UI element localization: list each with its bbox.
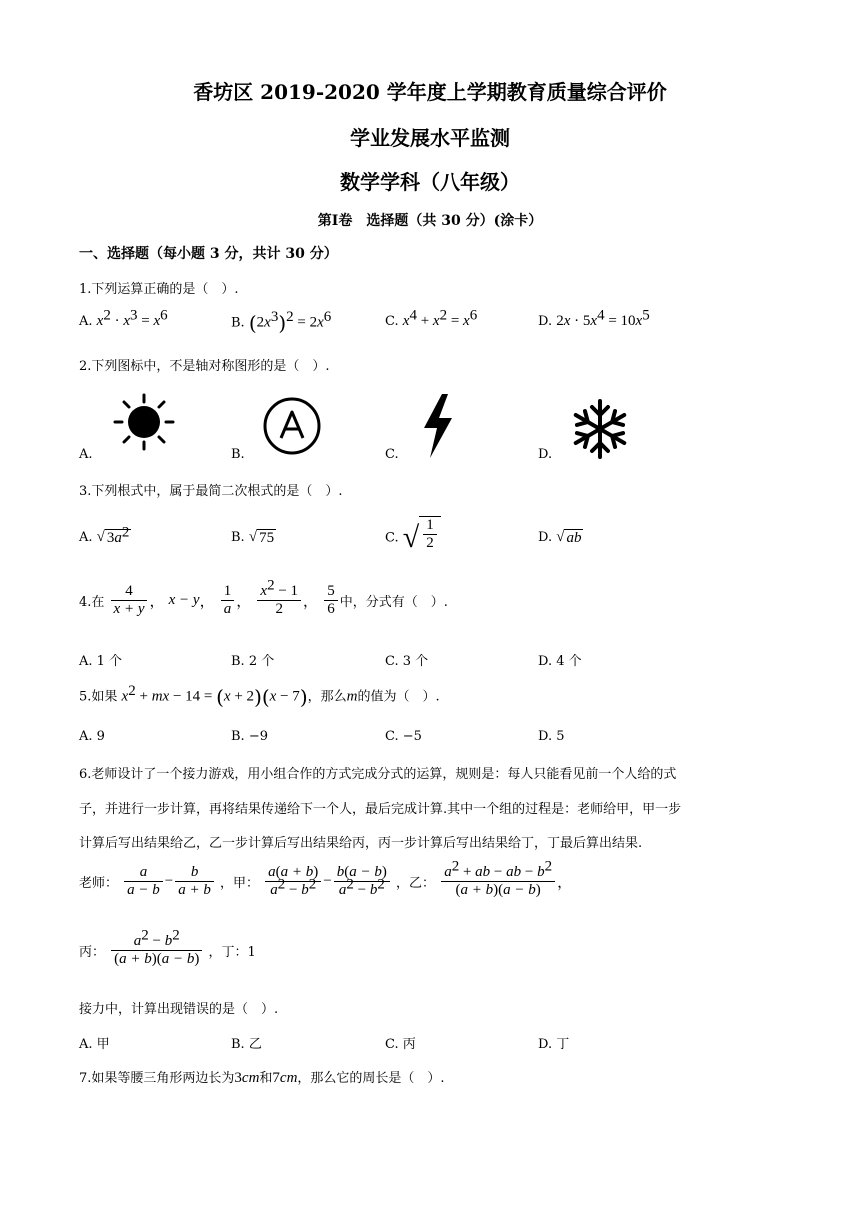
yi-label: ，乙： <box>396 876 436 891</box>
q3-option-b: B. √ 75 <box>231 529 275 546</box>
question-5-stem: 5.如果 $x^2$ + mx − 14 = (x + 2)(x − 7)，那么m的值为（ ）. <box>79 683 440 709</box>
stem-mid: 和 <box>259 1071 273 1086</box>
q5-option-c: C. −5 <box>385 729 422 744</box>
letter-a-circle-icon <box>260 397 324 455</box>
question-6-question: 接力中，计算出现错误的是（ ）. <box>79 1002 279 1017</box>
q6-option-b: B. 乙 <box>231 1037 262 1052</box>
ding-label: ，丁：1 <box>208 945 256 960</box>
jia-label: ，甲： <box>220 876 260 891</box>
q4-option-b: B. 2 个 <box>231 654 275 669</box>
q5-option-a: A. 9 <box>79 729 105 744</box>
q2-option-a-label: A. <box>79 447 93 462</box>
q5-option-b: B. −9 <box>231 729 268 744</box>
lightning-icon <box>418 392 458 460</box>
stem-suffix: ，那么它的周长是（ ）. <box>297 1071 445 1086</box>
q3-option-c: C. √ $\frac{1}{2}$ <box>385 516 441 560</box>
q4-option-c: C. 3 个 <box>385 654 429 669</box>
sun-icon <box>110 392 178 452</box>
teacher-label: 老师： <box>79 876 119 891</box>
q6-option-d: D. 丁 <box>538 1037 570 1052</box>
option-label: B. <box>231 315 245 331</box>
exam-subtitle: 学业发展水平监测 <box>350 126 510 150</box>
question-6-line-3: 计算后写出结果给乙，乙一步计算后写出结果给丙，丙一步计算后写出结果给丁，丁最后算出结果. <box>79 836 643 851</box>
question-4-stem: 4.在 $\frac{4}{x + y}$ ， x − y， $\frac{1}{a}$ ， $\frac{x^2 - 1}{2}$ ， $\frac{5}{6}$ 中，分式有（ ）. <box>79 577 448 617</box>
stem-prefix: 4.在 <box>79 595 105 610</box>
bing-label: 丙： <box>79 945 106 960</box>
option-label: D. <box>538 530 553 545</box>
snowflake-icon <box>568 397 632 461</box>
section-heading: 一、选择题（每小题 3 分，共计 30 分） <box>79 246 338 262</box>
q1-option-a: A. $x^2 \cdot x^3 = x^6$ <box>79 307 168 329</box>
q1-option-d: D. $2x \cdot 5x^4 = 10x^5$ <box>538 307 650 329</box>
stem-prefix: 7.如果等腰三角形两边长为 <box>79 1071 235 1086</box>
stem-mid: ，那么 <box>307 689 347 705</box>
q1-option-c: C. $x^4 + x^2 = x^6$ <box>385 307 478 329</box>
q3-option-a: A. √ $3a^2$ <box>79 524 130 546</box>
q4-option-a: A. 1 个 <box>79 654 123 669</box>
volume-heading: 第Ⅰ卷 选择题（共 30 分）(涂卡） <box>317 213 543 229</box>
option-label: C. <box>385 314 399 329</box>
q2-option-c-label: C. <box>385 447 399 462</box>
option-label: B. <box>231 530 245 545</box>
question-2-stem: 2.下列图标中，不是轴对称图形的是（ ）. <box>79 359 330 374</box>
option-label: C. <box>385 530 399 546</box>
q2-option-b-label: B. <box>231 447 245 462</box>
question-1-stem: 1.下列运算正确的是（ ）. <box>79 282 239 297</box>
question-6-line-1: 6.老师设计了一个接力游戏，用小组合作的方式完成分式的运算，规则是：每人只能看见前一个人给的式 <box>79 767 677 782</box>
question-6-line-2: 子，并进行一步计算，再将结果传递给下一个人，最后完成计算.其中一个组的过程是：老师给甲，甲一步 <box>79 802 682 817</box>
subject-title: 数学学科（八年级） <box>340 170 520 194</box>
q3-option-d: D. √ ab <box>538 529 582 546</box>
question-3-stem: 3.下列根式中，属于最简二次根式的是（ ）. <box>79 484 343 499</box>
stem-suffix: 中，分式有（ ）. <box>339 595 448 610</box>
option-label: A. <box>79 530 93 545</box>
question-6-chain-2: 丙： $\frac{a^2 - b^2}{(a + b)(a - b)}$ ，丁：1 <box>79 927 256 967</box>
exam-title: 香坊区 2019-2020 学年度上学期教育质量综合评价 <box>193 80 667 104</box>
question-7-stem: 7.如果等腰三角形两边长为3cm和7cm，那么它的周长是（ ）. <box>79 1070 445 1086</box>
stem-suffix: 的值为（ ）. <box>357 689 440 705</box>
q4-option-d: D. 4 个 <box>538 654 582 669</box>
q5-option-d: D. 5 <box>538 729 565 744</box>
question-6-chain: 老师： $\frac{a}{a - b}$ − $\frac{b}{a + b}$ ，甲： $\frac{a(a + b)}{a^2 - b^2}$ − $\frac{b(a - b)}{a^2 - b^2}$ ，乙： $\frac{a^2 + ab - ab - b^2}{(a + b)(a - b)}$ ， <box>79 858 573 898</box>
stem-prefix: 5.如果 <box>79 689 118 705</box>
q6-option-a: A. 甲 <box>79 1037 110 1052</box>
q2-option-d-label: D. <box>538 447 553 462</box>
q1-option-b: B. $(2x^3)^2 = 2x^6$ <box>231 309 332 335</box>
q6-option-c: C. 丙 <box>385 1037 416 1052</box>
option-label: D. <box>538 314 553 329</box>
option-label: A. <box>79 314 93 329</box>
